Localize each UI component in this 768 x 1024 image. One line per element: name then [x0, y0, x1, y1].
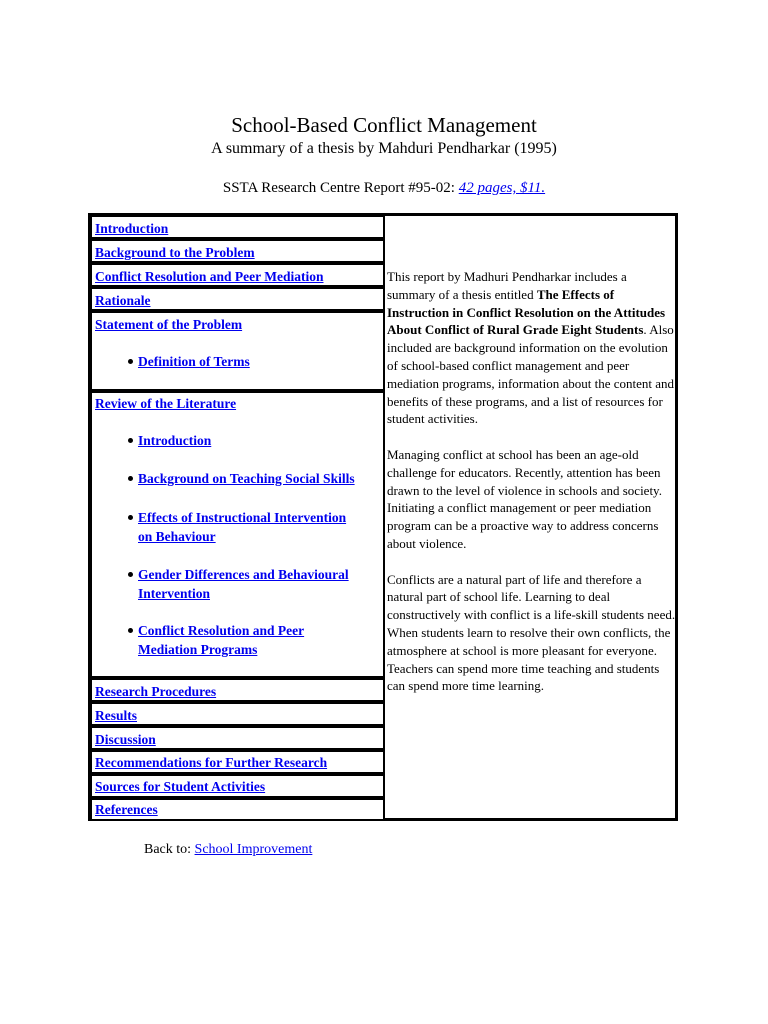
bullet-icon — [128, 438, 133, 443]
report-description — [387, 268, 677, 713]
toc-link-review-background[interactable]: Background on Teaching Social Skills — [138, 471, 355, 486]
list-item — [138, 469, 388, 488]
toc-link-review-effects-line2: on Behaviour — [138, 529, 216, 544]
bullet-icon — [128, 476, 133, 481]
bullet-icon — [128, 515, 133, 520]
toc-link-review-conflict-line1: Conflict Resolution and Peer — [138, 623, 305, 638]
toc-link-conflict-resolution[interactable]: Conflict Resolution and Peer Mediation — [95, 269, 324, 284]
list-item — [138, 508, 388, 546]
toc-cell-rationale — [90, 287, 384, 311]
toc-link-references[interactable]: References — [95, 802, 158, 817]
toc-link-statement[interactable]: Statement of the Problem — [95, 317, 243, 332]
toc-link-review-gender-line1: Gender Differences and Behavioural — [138, 567, 349, 582]
toc-cell-sources — [90, 774, 384, 798]
toc-link-results[interactable]: Results — [95, 708, 138, 723]
toc-link-recommendations[interactable]: Recommendations for Further Research — [95, 755, 328, 770]
back-link-school-improvement[interactable]: School Improvement — [194, 842, 313, 857]
toc-cell-conflict-resolution — [90, 263, 384, 287]
toc-cell-background — [90, 239, 384, 263]
toc-link-research-procedures[interactable]: Research Procedures — [95, 684, 217, 699]
toc-cell-references — [90, 798, 384, 821]
toc-link-review-conflict[interactable] — [138, 623, 304, 657]
toc-cell-results — [90, 702, 384, 726]
toc-link-definition[interactable]: Definition of Terms — [138, 354, 250, 369]
list-item — [138, 621, 388, 659]
bullet-icon — [128, 359, 133, 364]
bullet-icon — [128, 572, 133, 577]
report-order-link[interactable]: 42 pages, $11. — [458, 180, 546, 196]
description-paragraph-1 — [387, 268, 677, 428]
toc-link-review-intro[interactable]: Introduction — [138, 433, 212, 448]
toc-link-discussion[interactable]: Discussion — [95, 732, 156, 747]
list-item — [138, 565, 388, 603]
list-item — [138, 352, 388, 371]
description-p1-end: . Also included are background information on the evolution of school-based conflict management and peer mediation programs, information about the content and benefits of these programs, and a list of resources for student activities. — [387, 322, 675, 427]
toc-link-background[interactable]: Background to the Problem — [95, 245, 255, 260]
toc-link-introduction[interactable]: Introduction — [95, 221, 169, 236]
back-label: Back to: — [144, 842, 195, 857]
toc-link-review-gender[interactable] — [138, 567, 349, 601]
bullet-icon — [128, 628, 133, 633]
toc-link-review[interactable]: Review of the Literature — [95, 396, 237, 411]
toc-cell-recommendations — [90, 750, 384, 774]
page-title: School-Based Conflict Management — [231, 113, 537, 137]
report-prefix: SSTA Research Centre Report #95-02: — [222, 180, 459, 196]
description-paragraph-3: Conflicts are a natural part of life and therefore a natural part of school life. Learning to deal constructively with conflict is a life-skill students need. When students learn to resolve their own conflicts, the atmosphere at school is more pleasant for everyone. Teachers can spend more time teaching and students can spend more time learning. — [387, 571, 676, 694]
thesis-title: The Effects of Instruction in Conflict Resolution on the Attitudes About Conflict of Rural Grade Eight Students — [387, 286, 666, 338]
toc-link-review-conflict-line2: Mediation Programs — [138, 642, 258, 657]
description-p1-start: This report by Madhuri Pendharkar includes a summary of a thesis entitled — [387, 269, 627, 302]
list-item — [138, 431, 388, 450]
toc-cell-discussion — [90, 726, 384, 750]
back-to — [144, 840, 312, 860]
toc-cell-statement — [90, 311, 384, 391]
page-subtitle: A summary of a thesis by Mahduri Pendharkar (1995) — [211, 140, 557, 157]
toc-cell-review — [90, 391, 384, 678]
toc-link-sources[interactable]: Sources for Student Activities — [95, 779, 266, 794]
toc-cell-research-procedures — [90, 678, 384, 702]
toc-link-review-effects-line1: Effects of Instructional Intervention — [138, 510, 347, 525]
description-paragraph-2: Managing conflict at school has been an age-old challenge for educators. Recently, attention has been drawn to the level of violence in schools and society. Initiating a conflict management or peer mediation program can be a proactive way to address concerns about violence. — [387, 446, 662, 551]
toc-link-review-gender-line2: Intervention — [138, 586, 210, 601]
toc-cell-introduction — [90, 215, 384, 239]
toc-link-rationale[interactable]: Rationale — [95, 293, 151, 308]
toc-link-review-effects[interactable] — [138, 510, 346, 544]
report-info — [0, 178, 768, 198]
